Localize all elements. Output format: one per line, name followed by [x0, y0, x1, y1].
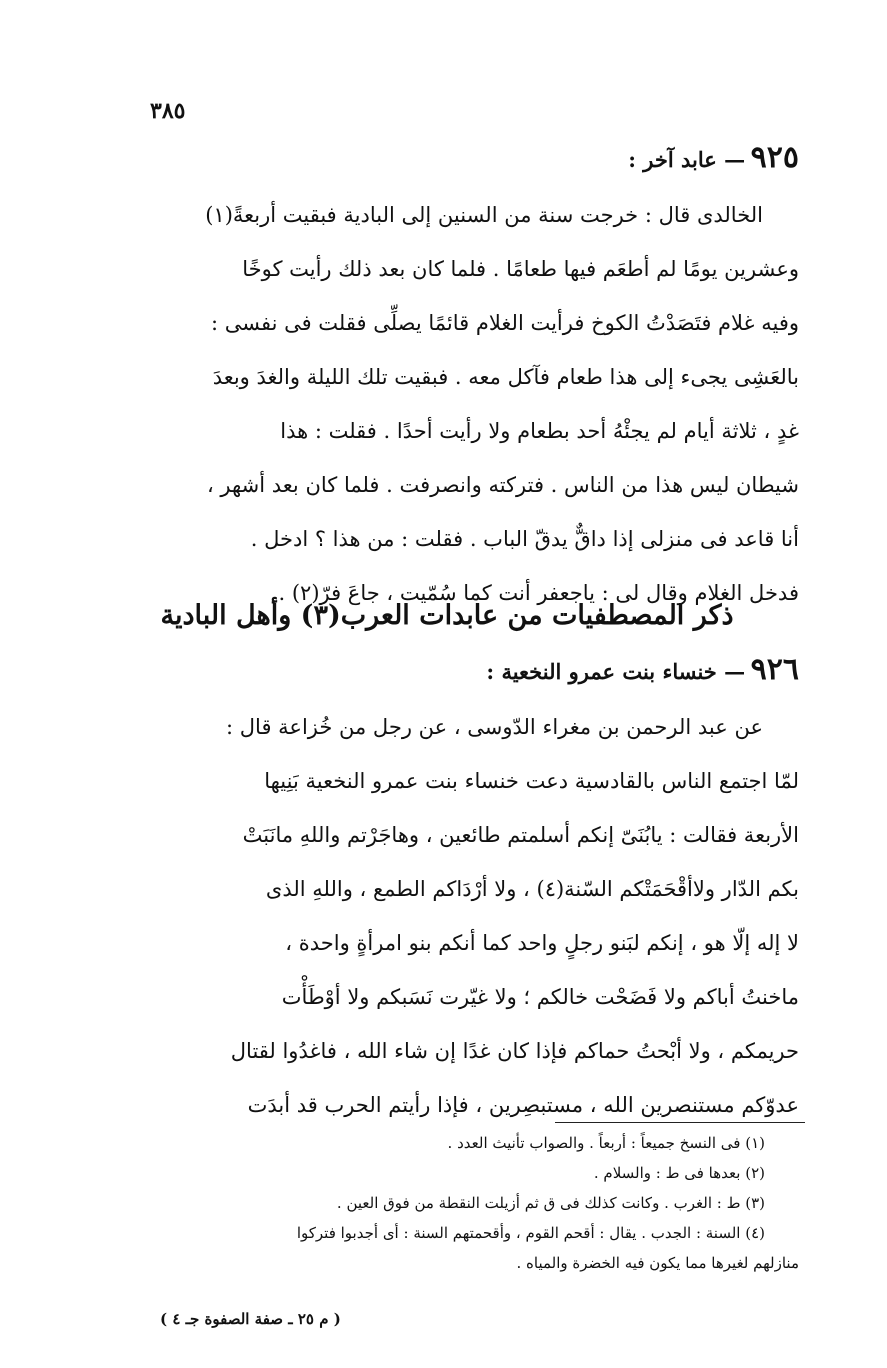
footnote-3: (٣) ط : الغرب . وكانت كذلك فى ق ثم أزيلت النقطة من فوق العين . — [336, 1194, 765, 1212]
body-line: فدخل الغلام وقال لى : ياجعفر أنت كما سُمّيت ، جاعَ فرّ(٢) . — [278, 581, 799, 605]
footnotes — [99, 1128, 799, 1278]
body-line: عدوّكم مستنصرين الله ، مستبصِرين ، فإذا رأيتم الحرب قد أبدَت — [247, 1093, 799, 1117]
body-line: عن عبد الرحمن بن مغراء الدّوسى ، عن رجل من خُزاعة قال : — [226, 715, 763, 739]
body-line: ماخنتُ أباكم ولا فَضَحْت خالكم ؛ ولا غيّرت نَسَبكم ولا أوْطَأْت — [281, 985, 799, 1009]
body-line: شيطان ليس هذا من الناس . فتركته وانصرفت . فلما كان بعد أشهر ، — [206, 473, 799, 497]
body-line: الأربعة فقالت : يابُنَىّ إنكم أسلمتم طائعين ، وهاجَرْتم واللهِ مانَبَتْ — [242, 823, 799, 847]
entry-926-title: — خنساء بنت عمرو النخعية : — [486, 659, 746, 684]
body-line: غدٍ ، ثلاثة أيام لم يجئْهُ أحد بطعام ولا رأيت أحدًا . فقلت : هذا — [280, 419, 799, 443]
entry-925-heading — [99, 140, 799, 175]
page-number: ٣٨٥ — [150, 98, 186, 124]
body-line: بكم الدّار ولاأقْحَمَتْكم السّنة(٤) ، ولا أرْدَاكم الطمع ، واللهِ الذى — [265, 877, 799, 901]
body-line: لمّا اجتمع الناس بالقادسية دعت خنساء بنت عمرو النخعية بَنِيها — [264, 769, 799, 793]
body-line: أنا قاعد فى منزلى إذا داقٌّ يدقّ الباب . فقلت : من هذا ؟ ادخل . — [250, 527, 799, 551]
footnote-4-continued: منازلهم لغيرها مما يكون فيه الخضرة والمياه . — [516, 1254, 799, 1272]
footnote-1: (١) فى النسخ جميعاً : أربعاً . والصواب تأنيث العدد . — [447, 1134, 765, 1152]
section-title: ذكر المصطفيات من عابدات العرب(٣) وأهل البادية — [160, 600, 734, 631]
entry-926-heading — [99, 652, 799, 687]
entry-925-number: ٩٢٥ — [750, 140, 799, 175]
body-line: بالعَشِى يجىء إلى هذا طعام فآكل معه . فبقيت تلك الليلة والغدَ وبعدَ — [212, 365, 799, 389]
entry-925-body — [139, 188, 799, 620]
body-line: الخالدى قال : خرجت سنة من السنين إلى البادية فبقيت أربعةً(١) — [205, 203, 763, 227]
footnote-2: (٢) بعدها فى ط : والسلام . — [593, 1164, 765, 1182]
body-line: حريمكم ، ولا أبْحتُ حماكم فإذا كان غدًا إن شاء الله ، فاغدُوا لقتال — [230, 1039, 799, 1063]
entry-926-body — [135, 700, 799, 1132]
entry-925-title: — عابد آخر : — [628, 147, 746, 172]
body-line: وفيه غلام فتَصَدْتُ الكوخ فرأيت الغلام قائمًا يصلِّى فقلت فى نفسى : — [210, 311, 799, 335]
body-line: لا إله إلّا هو ، إنكم لبَنو رجلٍ واحد كما أنكم بنو امرأةٍ واحدة ، — [285, 931, 799, 955]
footnote-divider — [555, 1122, 805, 1123]
entry-926-number: ٩٢٦ — [750, 652, 799, 687]
printer-signature: ( م ٢٥ ـ صفة الصفوة جـ ٤ ) — [160, 1310, 341, 1328]
body-line: وعشرين يومًا لم أطعَم فيها طعامًا . فلما كان بعد ذلك رأيت كوخًا — [242, 257, 799, 281]
footnote-4: (٤) السنة : الجدب . يقال : أقحم القوم ، وأقحمتهم السنة : أى أجدبوا فتركوا — [296, 1224, 765, 1242]
